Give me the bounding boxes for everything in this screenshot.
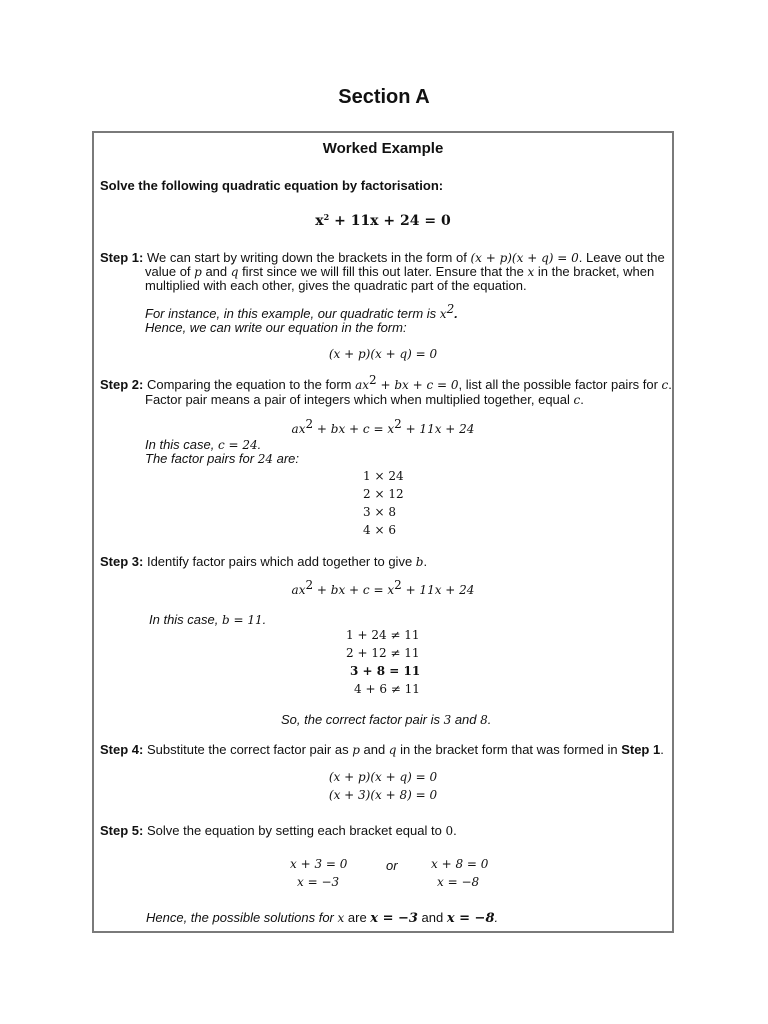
factor-pair: 4 × 6: [363, 523, 396, 537]
factor-sum: 2 + 12 ≠ 11: [346, 646, 420, 660]
factor-sum: 4 + 6 ≠ 11: [354, 682, 420, 696]
step4-eq1: (x + p)(x + q) = 0: [328, 770, 438, 784]
step3-case: In this case, b = 11.: [149, 612, 267, 627]
factor-pairs-list: [363, 467, 404, 539]
step3-line1: Step 3: Identify factor pairs which add together to give b.: [100, 554, 428, 569]
factor-pair: 3 × 8: [363, 505, 396, 519]
step1-form: (x + p)(x + q) = 0: [328, 347, 438, 361]
step1-line1: Step 1: We can start by writing down the brackets in the form of (x + p)(x + q) = 0. Leave out the: [100, 250, 665, 265]
factor-sum-correct: 3 + 8 = 11: [350, 664, 421, 678]
step2-pairs-intro: The factor pairs for 24 are:: [145, 451, 300, 466]
factor-sums-list: [346, 626, 420, 698]
problem-statement: Solve the following quadratic equation by factorisation:: [100, 178, 444, 193]
step2-equation: $ax^2$ + bx + $c = x^2 + 11x + 24$: [291, 417, 475, 436]
box-title: Worked Example: [322, 140, 444, 157]
step4-eq2: (x + 3)(x + 8) = 0: [328, 788, 438, 802]
step4-line1: Step 4: Substitute the correct factor pair as p and q in the bracket form that was formed in Step 1.: [100, 742, 664, 757]
step2-case: In this case, c = 24.: [145, 437, 262, 452]
step3-conclusion: So, the correct factor pair is 3 and 8.: [281, 712, 492, 727]
step1-line3: multiplied with each other, gives the quadratic part of the equation.: [145, 278, 527, 293]
solution-or: or: [386, 858, 398, 873]
step5-conclusion: Hence, the possible solutions for x are x = −3 and x = −8.: [146, 910, 499, 926]
step2-line2: Factor pair means a pair of integers which when multiplied together, equal c.: [145, 392, 584, 407]
solution-right-2: x = −8: [437, 875, 480, 889]
main-equation: $x^2 + 11x + 24 = 0$: [315, 212, 451, 229]
step5-line1: Step 5: Solve the equation by setting each bracket equal to 0.: [100, 823, 457, 838]
factor-pair: 2 × 12: [363, 487, 404, 501]
factor-sum: 1 + 24 ≠ 11: [346, 628, 420, 642]
solution-left-1: x + 3 = 0: [290, 857, 348, 871]
factor-pair: 1 × 24: [363, 469, 404, 483]
step1-note2: Hence, we can write our equation in the form:: [145, 320, 407, 335]
step2-line1: Step 2: Comparing the equation to the form $ax^2$ + bx + c = 0, list all the possible factor pairs for c.: [100, 373, 672, 392]
step1-line2: value of p and q first since we will fill this out later. Ensure that the x in the bracket, when: [145, 264, 655, 279]
step1-note1: For instance, in this example, our quadratic term is $x^2$.: [145, 302, 458, 321]
solution-left-2: x = −3: [297, 875, 340, 889]
solution-right-1: x + 8 = 0: [431, 857, 489, 871]
section-title: Section A: [338, 86, 430, 108]
step3-equation: $ax^2$ + bx + $c = x^2 + 11x + 24$: [291, 578, 475, 597]
